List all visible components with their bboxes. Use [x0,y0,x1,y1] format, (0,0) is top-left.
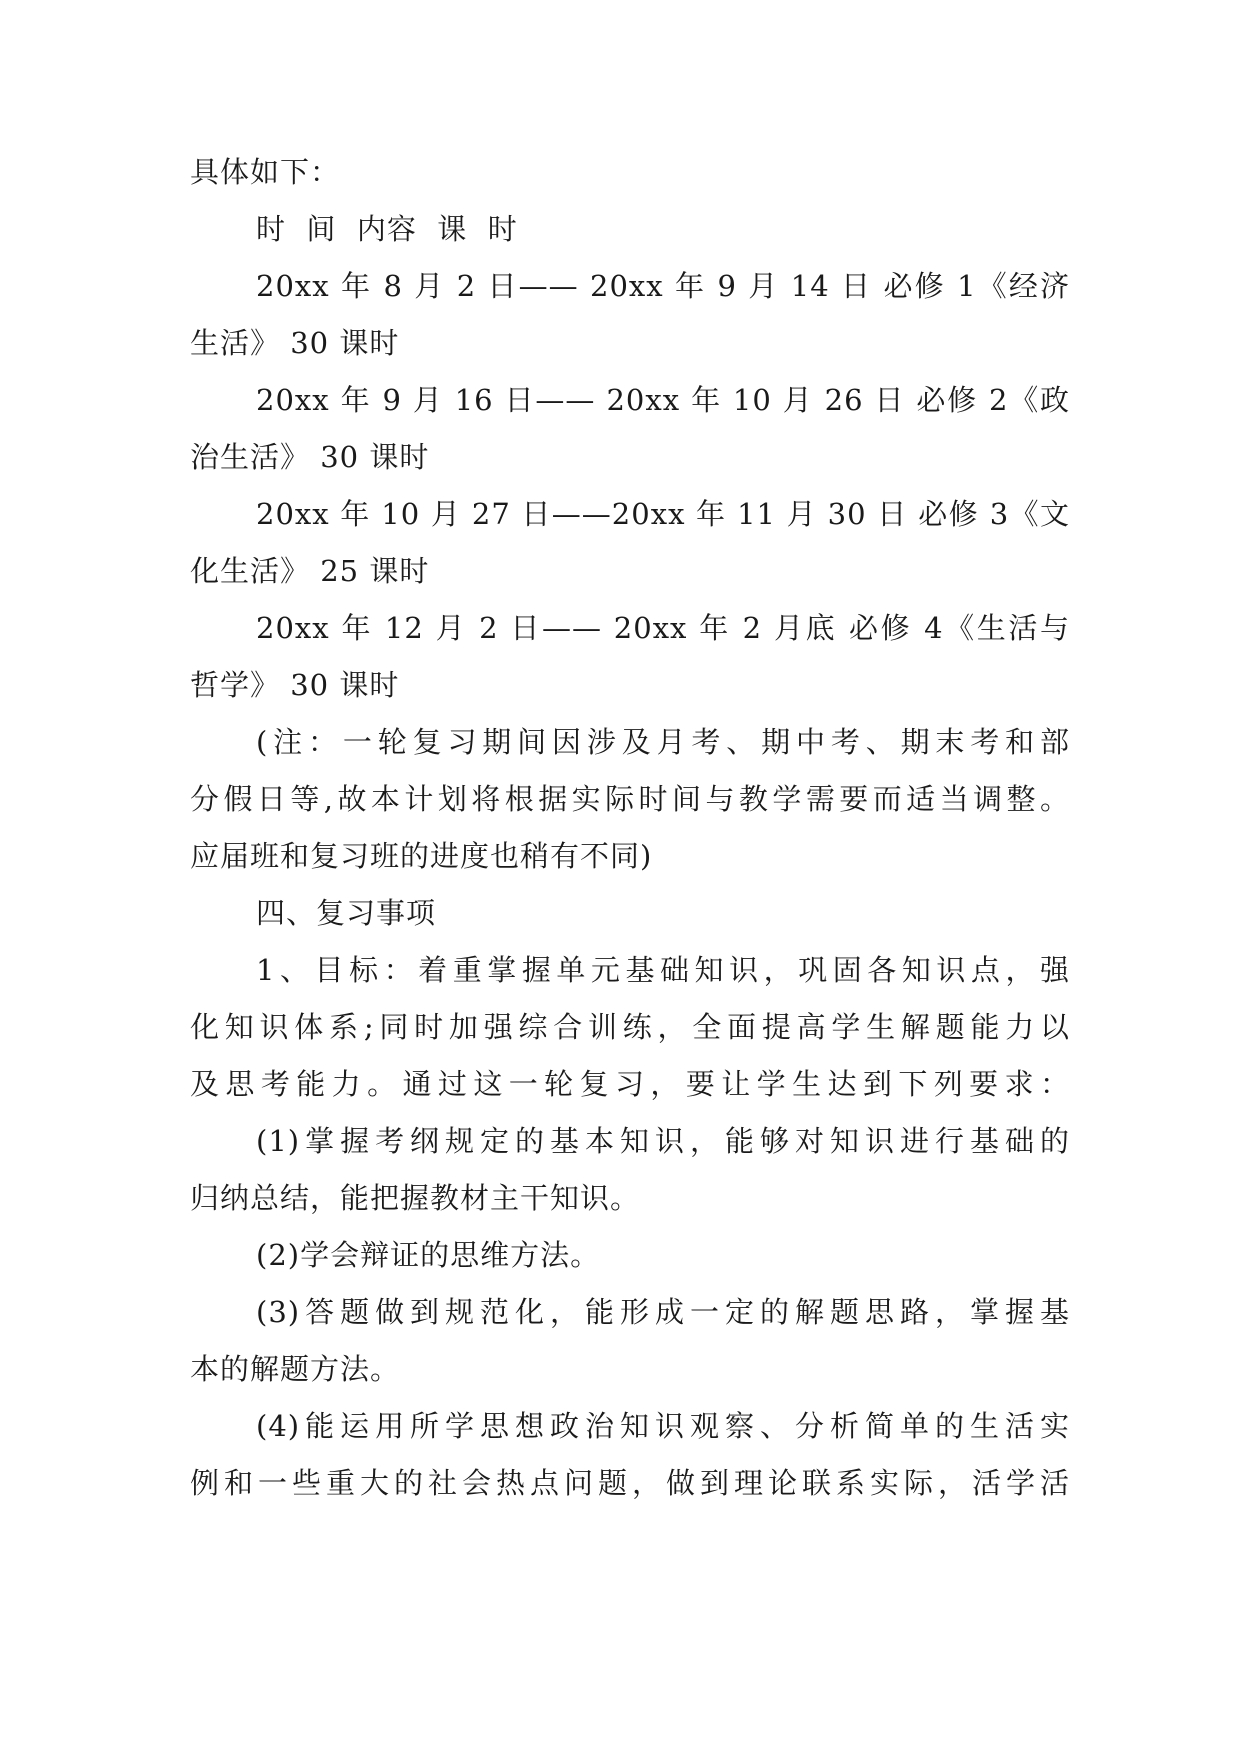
requirement-4-line-1: (4)能运用所学思想政治知识观察、分析简单的生活实 [256,1409,1070,1443]
requirement-1-line-2: 归纳总结，能把握教材主干知识。 [190,1181,641,1215]
schedule-row-1-line-2: 生活》 30 课时 [190,326,400,360]
requirement-1-line-1: (1)掌握考纲规定的基本知识，能够对知识进行基础的 [256,1124,1070,1158]
schedule-row-4-line-1: 20xx 年 12 月 2 日—— 20xx 年 2 月底 必修 4《生活与 [256,611,1070,645]
section-heading-review-items: 四、复习事项 [256,896,437,930]
requirement-4-line-2: 例和一些重大的社会热点问题，做到理论联系实际，活学活 [190,1466,1070,1500]
goal-line-3: 及思考能力。通过这一轮复习，要让学生达到下列要求： [190,1067,1070,1101]
note-line-1: (注：一轮复习期间因涉及月考、期中考、期末考和部 [256,725,1070,759]
note-line-3: 应届班和复习班的进度也稍有不同) [190,839,653,873]
table-header-line: 时 间 内容 课 时 [256,212,518,246]
schedule-row-2-line-2: 治生活》 30 课时 [190,440,430,474]
goal-line-1: 1、目标：着重掌握单元基础知识，巩固各知识点，强 [256,953,1070,987]
schedule-row-1-line-1: 20xx 年 8 月 2 日—— 20xx 年 9 月 14 日 必修 1《经济 [256,269,1070,303]
schedule-row-2-line-1: 20xx 年 9 月 16 日—— 20xx 年 10 月 26 日 必修 2《政 [256,383,1070,417]
requirement-2-line: (2)学会辩证的思维方法。 [256,1238,601,1272]
schedule-row-3-line-2: 化生活》 25 课时 [190,554,430,588]
schedule-row-4-line-2: 哲学》 30 课时 [190,668,400,702]
goal-line-2: 化知识体系;同时加强综合训练，全面提高学生解题能力以 [190,1010,1070,1044]
note-line-2: 分假日等,故本计划将根据实际时间与教学需要而适当调整。 [190,782,1070,816]
requirement-3-line-1: (3)答题做到规范化，能形成一定的解题思路，掌握基 [256,1295,1070,1329]
requirement-3-line-2: 本的解题方法。 [190,1352,401,1386]
schedule-row-3-line-1: 20xx 年 10 月 27 日——20xx 年 11 月 30 日 必修 3《文 [256,497,1070,531]
intro-line: 具体如下： [190,155,341,189]
